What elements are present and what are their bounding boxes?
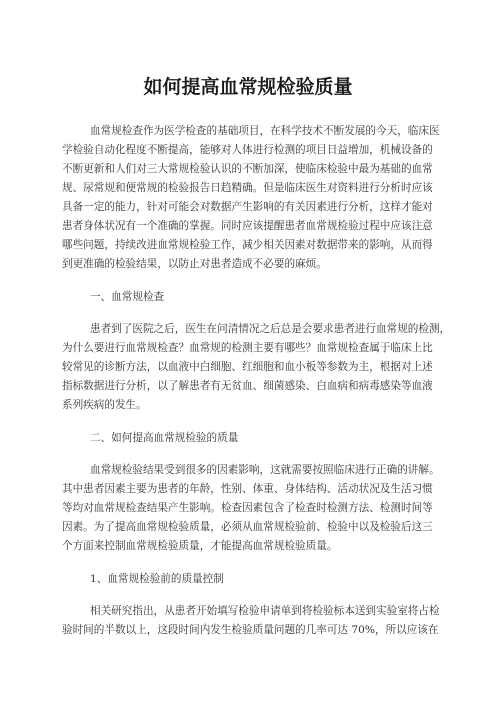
paragraph-line: 指标数据进行分析，以了解患者有无贫血、细菌感染、白血病和病毒感染等血液 bbox=[62, 380, 433, 392]
section-heading: 二、如何提高血常规检验的质量 bbox=[90, 432, 239, 444]
paragraph-line: 患者身体状况有一个准确的掌握。同时应该提醒患者血常规检验过程中应该注意 bbox=[62, 220, 433, 232]
paragraph-line: 较常见的诊断方法，以血液中白细胞、红细胞和血小板等参数为主，根据对上述 bbox=[62, 361, 433, 373]
paragraph-line: 具备一定的能力，针对可能会对数据产生影响的有关因素进行分析，这样才能对 bbox=[62, 201, 433, 213]
paragraph-line: 血常规检查作为医学检查的基础项目，在科学技术不断发展的今天，临床医 bbox=[90, 125, 440, 137]
paragraph-line: 学检验自动化程度不断提高，能够对人体进行检测的项目日益增加，机械设备的 bbox=[62, 144, 433, 156]
subsection-heading: 1、血常规检验前的质量控制 bbox=[90, 573, 224, 585]
paragraph-line: 相关研究指出，从患者开始填写检验申请单到将检验标本送到实验室将占检 bbox=[90, 605, 440, 617]
paragraph-line: 验时间的半数以上，这段时间内发生检验质量问题的几率可达 70%，所以应该在 bbox=[62, 624, 439, 636]
paragraph-line: 到更准确的检验结果，以防止对患者造成不必要的麻烦。 bbox=[62, 258, 327, 270]
paragraph-line: 患者到了医院之后，医生在问清情况之后总是会要求患者进行血常规的检测， bbox=[90, 323, 451, 335]
paragraph-line: 哪些问题，持续改进血常规检验工作，减少相关因素对数据带来的影响，从而得 bbox=[62, 239, 433, 251]
paragraph-line: 规、尿常规和便常规的检验报告日趋精确。但是临床医生对资料进行分析时应该 bbox=[62, 182, 433, 194]
paragraph-line: 为什么要进行血常规检查？血常规的检测主要有哪些？血常规检查属于临床上比 bbox=[62, 342, 433, 354]
paragraph-line: 系列疾病的发生。 bbox=[62, 399, 147, 411]
paragraph-line: 其中患者因素主要为患者的年龄，性别、体重、身体结构、活动状况及生活习惯 bbox=[62, 483, 433, 495]
paragraph-line: 血常规检验结果受到很多的因素影响，这就需要按照临床进行正确的讲解。 bbox=[90, 464, 440, 476]
paragraph-line: 等均对血常规检查结果产生影响。检查因素包含了检查时检测方法、检测时间等 bbox=[62, 502, 433, 514]
paragraph-line: 不断更新和人们对三大常规检验认识的不断加深，使临床检验中最为基础的血常 bbox=[62, 163, 433, 175]
document-title: 如何提高血常规检验质量 bbox=[143, 76, 353, 98]
section-heading: 一、血常规检查 bbox=[90, 291, 165, 303]
paragraph-line: 个方面来控制血常规检验质量，才能提高血常规检验质量。 bbox=[62, 540, 338, 552]
paragraph-line: 因素。为了提高血常规检验质量，必须从血常规检验前、检验中以及检验后这三 bbox=[62, 521, 433, 533]
